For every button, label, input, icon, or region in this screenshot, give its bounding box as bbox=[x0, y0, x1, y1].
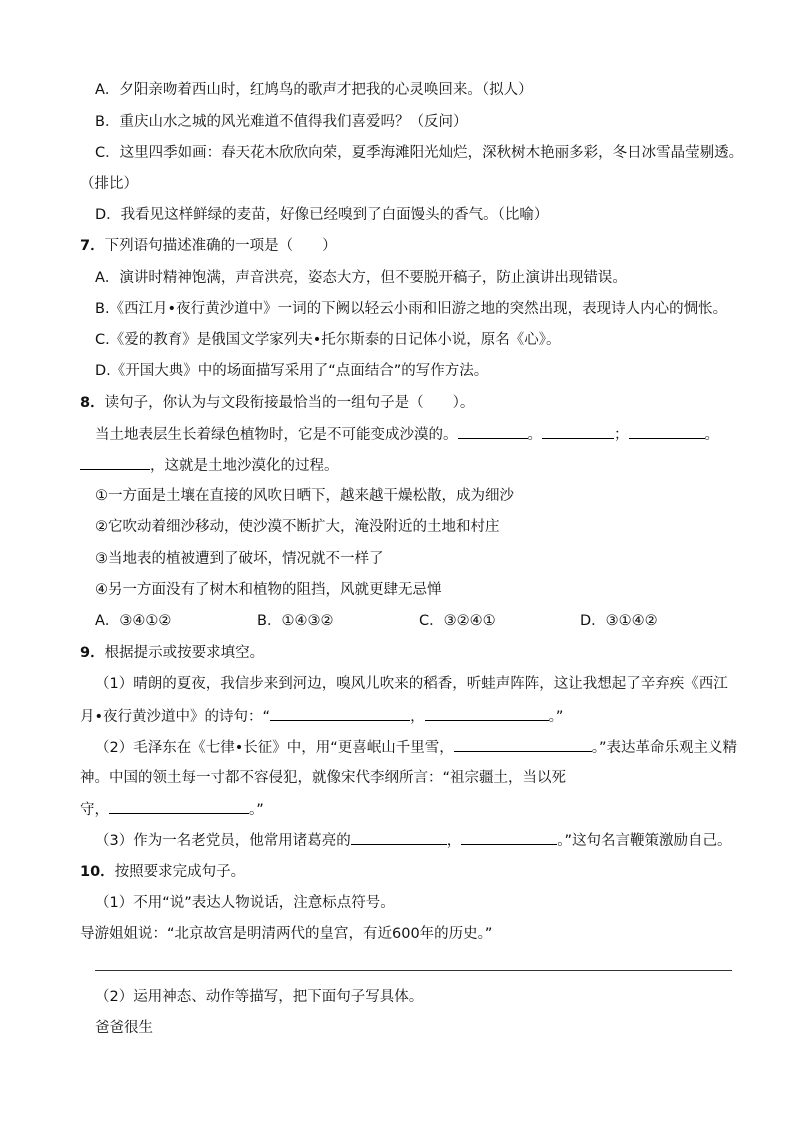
q7-stem bbox=[80, 236, 337, 256]
q9-blank-2[interactable] bbox=[425, 706, 549, 721]
q8-passage-text: 当土地表层生长着绿色植物时，它是不可能变成沙漠的。 bbox=[95, 427, 458, 443]
q6-option-d: D．我看见这样鲜绿的麦苗，好像已经嗅到了白面馒头的香气。（比喻） bbox=[95, 207, 549, 223]
q8-option-b: B．①④③② bbox=[257, 613, 334, 629]
q9-stem-text: 根据提示或按要求填空。 bbox=[104, 645, 265, 661]
q9-part1-end: 。” bbox=[548, 709, 564, 725]
q9-part1-comma: ， bbox=[410, 709, 425, 725]
q9-part2-text: （2）毛泽东在《七律•长征》中，用“更喜岷山千里雪， bbox=[95, 740, 454, 756]
q6-option-c: C．这里四季如画：春天花木欣欣向荣，夏季海滩阳光灿烂，深秋树木艳丽多彩，冬日冰雪晶莹剔透。 bbox=[95, 145, 744, 161]
q9-part2-line2: 神。中国的领土每一寸都不容侵犯，就像宋代李纲所言：“祖宗疆土，当以死 bbox=[80, 770, 567, 786]
q8-option-a: A．③④①② bbox=[95, 613, 172, 629]
q10-part1-quote: 导游姐姐说：“北京故宫是明清两代的皇宫，有近600年的历史。” bbox=[80, 926, 493, 942]
q9-blank-6[interactable] bbox=[461, 830, 557, 845]
q7-number: 7． bbox=[80, 238, 105, 254]
q9-part3 bbox=[95, 830, 732, 851]
q9-part3-end: 。”这句名言鞭策激励自己。 bbox=[557, 833, 732, 849]
q10-stem-text: 按照要求完成句子。 bbox=[114, 864, 246, 880]
q10-part2-prompt: （2）运用神态、动作等描写，把下面句子写具体。 bbox=[95, 989, 424, 1005]
q10-answer-line[interactable] bbox=[95, 970, 732, 971]
q7-stem-text: 下列语句描述准确的一项是（ ） bbox=[104, 238, 337, 254]
q9-part1-text: 月•夜行黄沙道中》的诗句：“ bbox=[80, 709, 271, 725]
q8-blank-1[interactable] bbox=[458, 424, 528, 439]
q9-part1-line2 bbox=[80, 706, 563, 727]
q8-blank-2[interactable] bbox=[542, 424, 614, 439]
q9-part2-close: 。” bbox=[249, 802, 264, 818]
q8-passage-end: ，这就是土地沙漠化的过程。 bbox=[150, 458, 339, 474]
q8-punct-3: 。 bbox=[704, 427, 719, 443]
q7-option-c: C.《爱的教育》是俄国文学家列夫•托尔斯泰的日记体小说，原名《心》。 bbox=[95, 332, 561, 348]
q8-stem-text: 读句子，你认为与文段衔接最恰当的一组句子是（ ）。 bbox=[104, 395, 475, 411]
q6-option-c-tag: （排比） bbox=[80, 176, 138, 192]
q9-blank-5[interactable] bbox=[351, 830, 447, 845]
q9-part3-text: （3）作为一名老党员，他常用诸葛亮的 bbox=[95, 833, 351, 849]
q9-blank-1[interactable] bbox=[270, 706, 410, 721]
q9-blank-3[interactable] bbox=[454, 737, 592, 752]
q9-part2-line1 bbox=[95, 737, 737, 758]
q8-punct-1: 。 bbox=[527, 427, 542, 443]
q7-option-b: B.《西江月•夜行黄沙道中》一词的下阙以轻云小雨和旧游之地的突然出现，表现诗人内心的惆怅。 bbox=[95, 301, 728, 317]
q9-number: 9． bbox=[80, 645, 105, 661]
q10-part1-prompt: （1）不用“说”表达人物说话，注意标点符号。 bbox=[95, 895, 395, 911]
q9-part2-text-end: 。”表达革命乐观主义精 bbox=[591, 740, 738, 756]
q8-option-d: D．③①④② bbox=[580, 613, 658, 629]
q8-passage-line2 bbox=[80, 455, 339, 476]
q7-option-d: D.《开国大典》中的场面描写采用了“点面结合”的写作方法。 bbox=[95, 363, 489, 379]
q10-stem bbox=[80, 862, 245, 882]
q10-number: 10． bbox=[80, 864, 115, 880]
q9-part2-shou: 守， bbox=[80, 802, 109, 818]
q9-stem bbox=[80, 643, 264, 663]
q6-option-b: B．重庆山水之城的风光难道不值得我们喜爱吗？（反问） bbox=[95, 114, 468, 130]
q8-sentence-3: ③当地表的植被遭到了破坏，情况就不一样了 bbox=[95, 551, 384, 567]
q8-sentence-1: ①一方面是土壤在直接的风吹日晒下，越来越干燥松散，成为细沙 bbox=[95, 488, 514, 504]
q8-sentence-2: ②它吹动着细沙移动，使沙漠不断扩大，淹没附近的土地和村庄 bbox=[95, 519, 500, 535]
q9-part2-line3 bbox=[80, 799, 264, 820]
q9-part1-line1: （1）晴朗的夏夜，我信步来到河边，嗅风儿吹来的稻香，听蛙声阵阵，这让我想起了辛弃疾《西江 bbox=[95, 676, 728, 692]
q6-option-a: A．夕阳亲吻着西山时，红鸠鸟的歌声才把我的心灵唤回来。（拟人） bbox=[95, 82, 533, 98]
q8-stem bbox=[80, 393, 474, 413]
q8-punct-2: ； bbox=[614, 427, 629, 443]
q9-part3-comma: ， bbox=[446, 833, 462, 849]
q8-blank-3[interactable] bbox=[629, 424, 705, 439]
q8-blank-4[interactable] bbox=[80, 455, 150, 470]
q8-passage-line1 bbox=[95, 424, 719, 445]
q7-option-a: A．演讲时精神饱满，声音洪亮，姿态大方，但不要脱开稿子，防止演讲出现错误。 bbox=[95, 270, 627, 286]
q8-sentence-4: ④另一方面没有了树木和植物的阻挡，风就更肆无忌惮 bbox=[95, 582, 442, 598]
q8-number: 8． bbox=[80, 395, 105, 411]
q9-blank-4[interactable] bbox=[109, 799, 249, 814]
q8-option-c: C．③②④① bbox=[419, 613, 496, 629]
q10-part2-sentence: 爸爸很生 bbox=[95, 1020, 153, 1036]
